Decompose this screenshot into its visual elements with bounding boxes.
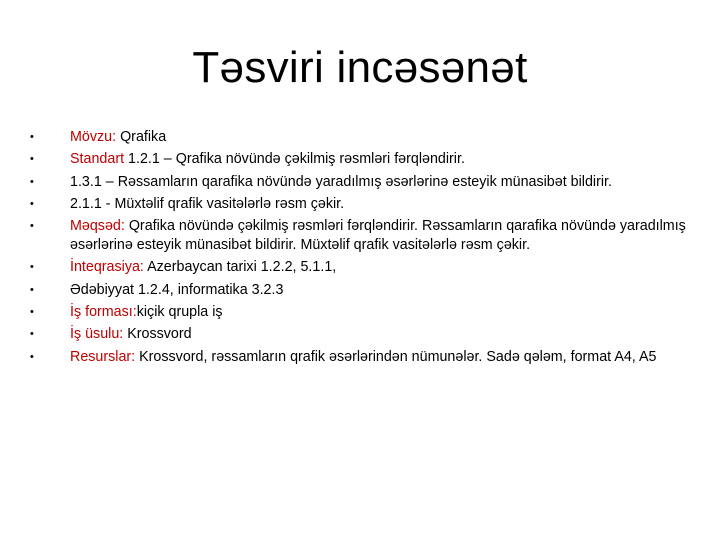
bullet-list (30, 128, 690, 370)
bullet-text: Krossvord (123, 326, 192, 343)
bullet-icon: • (30, 175, 34, 188)
bullet-item-work-form (30, 303, 690, 322)
bullet-item-standard-1-3-1 (30, 173, 690, 192)
bullet-icon: • (30, 131, 34, 143)
bullet-item-integration (30, 258, 690, 277)
bullet-label: Resurslar: (70, 348, 136, 365)
bullet-text: Qrafika növündə çəkilmiş rəsmləri fərqləndirir. Rəssamların qarafika növündə yaradılmış əsərlərinə esteyik münasibət bildirir. Müxtəlif qrafik vasitələrlə rəsm çəkir. (70, 218, 686, 254)
bullet-label: İş üsulu: (70, 326, 124, 343)
bullet-item-literature (30, 281, 690, 300)
bullet-item-standard-2-1-1 (30, 195, 690, 214)
bullet-label: Məqsəd: (70, 218, 125, 235)
bullet-icon: • (30, 220, 34, 233)
bullet-item-resources (30, 348, 690, 367)
bullet-text: Krossvord, rəssamların qrafik əsərlərindən nümunələr. Sadə qələm, format A4, A5 (135, 348, 657, 365)
bullet-icon: • (30, 283, 34, 296)
bullet-text: 1.2.1 – Qrafika növündə çəkilmiş rəsmləri fərqləndirir. (124, 151, 465, 168)
bullet-icon: • (30, 197, 34, 210)
bullet-label: Mövzu: (70, 129, 117, 145)
bullet-item-standard (30, 150, 690, 169)
bullet-label: İş forması: (70, 304, 137, 321)
bullet-icon: • (30, 261, 34, 274)
bullet-text: kiçik qrupla iş (136, 304, 223, 321)
bullet-text: 2.1.1 - Müxtəlif qrafik vasitələrlə rəsm çəkir. (70, 195, 345, 212)
bullet-text: Ədəbiyyat 1.2.4, informatika 3.2.3 (70, 281, 284, 298)
bullet-item-goal (30, 217, 690, 255)
bullet-icon: • (30, 306, 34, 319)
bullet-icon: • (30, 153, 34, 166)
bullet-text: 1.3.1 – Rəssamların qarafika növündə yaradılmış əsərlərinə esteyik münasibət bildirir. (70, 173, 612, 190)
bullet-item-topic (30, 128, 690, 147)
bullet-label: İnteqrasiya: (70, 259, 144, 276)
bullet-icon: • (30, 350, 34, 363)
bullet-label: Standart (70, 151, 125, 168)
bullet-icon: • (30, 328, 34, 341)
bullet-text: Qrafika (116, 129, 167, 145)
bullet-item-work-method (30, 325, 690, 344)
bullet-text: Azerbaycan tarixi 1.2.2, 5.1.1, (143, 259, 337, 276)
slide-title: Təsviri incəsənət (192, 43, 528, 92)
